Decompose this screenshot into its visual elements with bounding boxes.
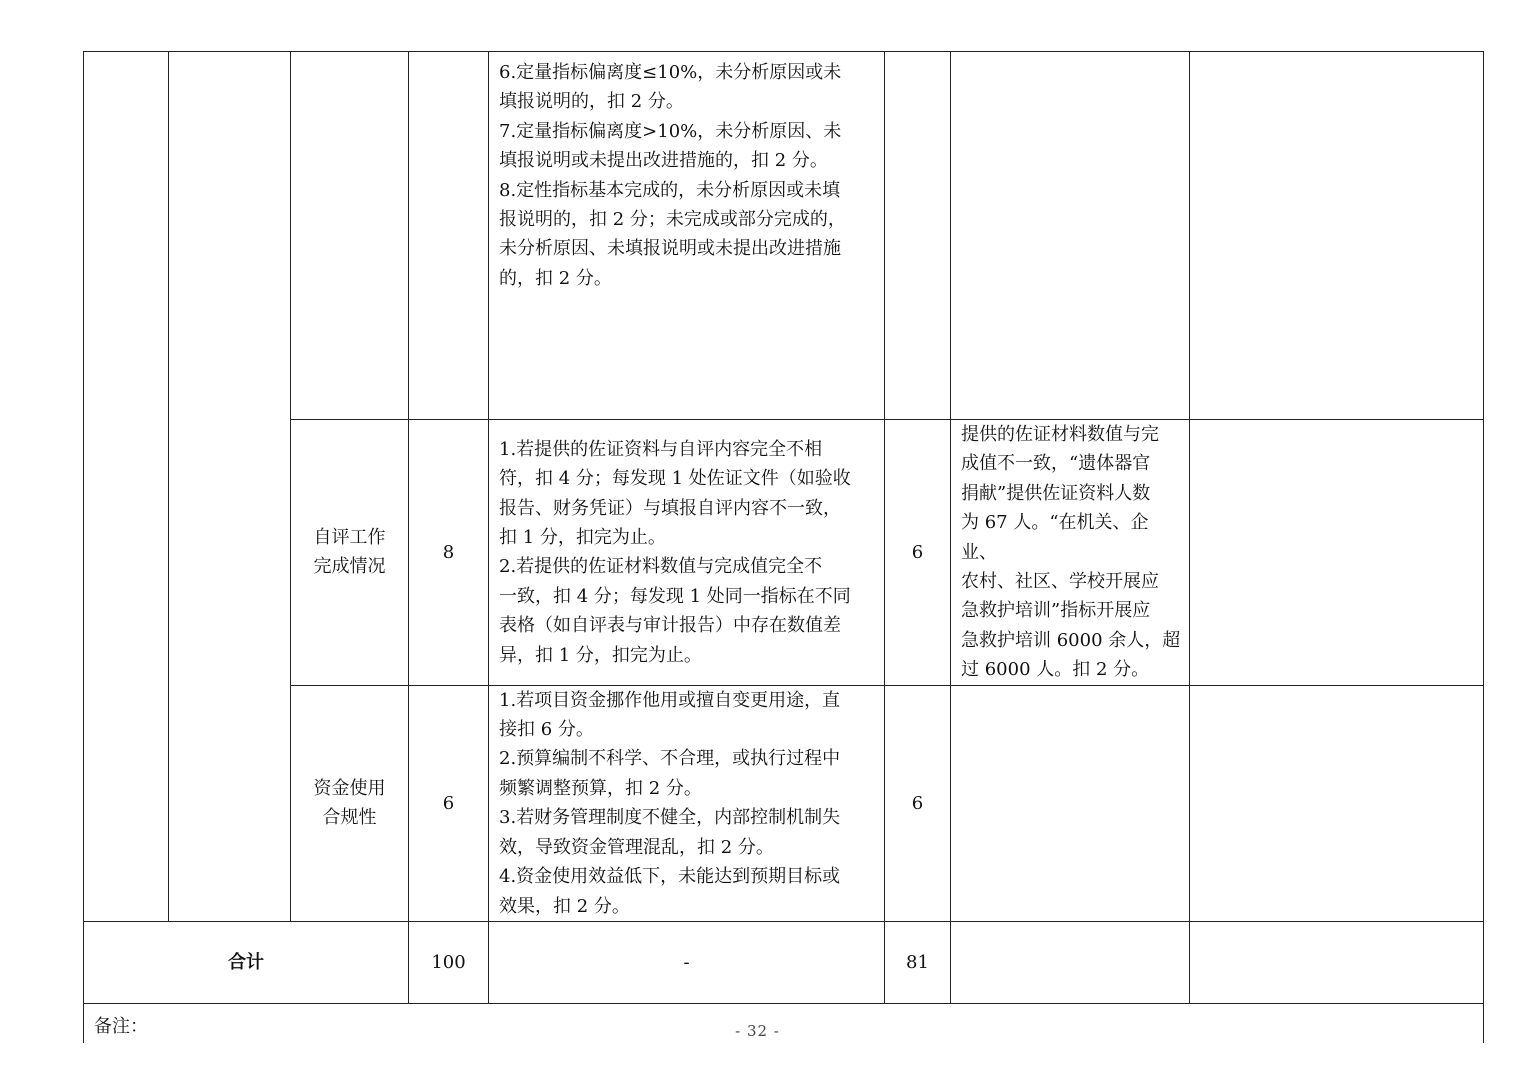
total-criteria: - [489, 921, 885, 1003]
reason-line: 农村、社区、学校开展应 [961, 571, 1159, 593]
indicator-name-cell [291, 52, 409, 420]
criteria-cell [489, 52, 885, 420]
criteria-line: 3.若财务管理制度不健全，内部控制机制失 [499, 807, 841, 829]
page-number: - 32 - [735, 1022, 780, 1040]
criteria-line: 填报说明的，扣 2 分。 [499, 91, 684, 113]
score-cell [885, 52, 951, 420]
indicator-name: 资金使用 合规性 [313, 777, 386, 829]
criteria-line: 4.资金使用效益低下，未能达到预期目标或 [499, 866, 841, 888]
level2-indicator-cell [169, 52, 291, 922]
criteria-line: 效果，扣 2 分。 [499, 895, 630, 917]
criteria-line: 2.若提供的佐证材料数值与完成值完全不 [499, 556, 823, 578]
criteria-line: 表格（如自评表与审计报告）中存在数值差 [499, 615, 841, 637]
criteria-line: 6.定量指标偏离度≤10%，未分析原因或未 [499, 62, 842, 83]
reason-line: 过 6000 人。扣 2 分。 [961, 659, 1150, 681]
criteria-line: 效，导致资金管理混乱，扣 2 分。 [499, 836, 774, 858]
remark-cell [1190, 685, 1484, 921]
criteria-line: 未分析原因、未填报说明或未提出改进措施 [499, 238, 841, 260]
criteria-line: 报告、财务凭证）与填报自评内容不一致， [499, 497, 841, 519]
criteria-cell [489, 685, 885, 921]
score-cell: 6 [885, 685, 951, 921]
level1-indicator-cell [84, 52, 169, 922]
indicator-name: 自评工作 完成情况 [313, 526, 386, 578]
criteria-line: 频繁调整预算，扣 2 分。 [499, 777, 702, 799]
criteria-line: 接扣 6 分。 [499, 719, 594, 741]
criteria-line: 1.若项目资金挪作他用或擅自变更用途，直 [499, 689, 841, 711]
total-reason-cell [951, 921, 1190, 1003]
criteria-line: 2.预算编制不科学、不合理，或执行过程中 [499, 748, 841, 770]
criteria-line: 7.定量指标偏离度>10%，未分析原因、未 [499, 120, 842, 142]
criteria-line: 符，扣 4 分；每发现 1 处佐证文件（如验收 [499, 468, 851, 490]
deduction-reason-cell [951, 52, 1190, 420]
total-label: 合计 [84, 921, 409, 1003]
criteria-line: 异，扣 1 分，扣完为止。 [499, 644, 702, 666]
reason-line: 急救护培训”指标开展应 [961, 600, 1151, 622]
criteria-cell [489, 420, 885, 686]
deduction-reason-cell [951, 420, 1190, 686]
evaluation-table [83, 51, 1484, 1043]
criteria-line: 的，扣 2 分。 [499, 267, 612, 289]
indicator-name-cell [291, 685, 409, 921]
score-cell: 6 [885, 420, 951, 686]
table-row [84, 420, 1484, 686]
criteria-line: 报说明的，扣 2 分；未完成或部分完成的， [499, 209, 846, 231]
criteria-line: 8.定性指标基本完成的，未分析原因或未填 [499, 179, 841, 201]
reason-line: 成值不一致，“遗体器官 [961, 453, 1151, 475]
indicator-name-cell [291, 420, 409, 686]
weight-cell: 6 [409, 685, 489, 921]
reason-line: 提供的佐证材料数值与完 [961, 424, 1159, 445]
note-label: 备注： [84, 1003, 1484, 1043]
weight-cell [409, 52, 489, 420]
criteria-line: 填报说明或未提出改进措施的，扣 2 分。 [499, 150, 828, 172]
total-remark-cell [1190, 921, 1484, 1003]
reason-line: 急救护培训 6000 余人，超 [961, 629, 1181, 651]
reason-line: 捐献”提供佐证资料人数 [961, 482, 1151, 504]
deduction-reason-cell [951, 685, 1190, 921]
reason-line: 为 67 人。“在机关、企业、 [961, 512, 1149, 563]
criteria-line: 扣 1 分，扣完为止。 [499, 526, 666, 548]
remark-cell [1190, 420, 1484, 686]
total-weight: 100 [409, 921, 489, 1003]
criteria-line: 1.若提供的佐证资料与自评内容完全不相 [499, 438, 823, 460]
total-row [84, 921, 1484, 1003]
remark-cell [1190, 52, 1484, 420]
weight-cell: 8 [409, 420, 489, 686]
table-row [84, 685, 1484, 921]
table-row [84, 52, 1484, 420]
total-score: 81 [885, 921, 951, 1003]
criteria-line: 一致，扣 4 分；每发现 1 处同一指标在不同 [499, 585, 851, 607]
